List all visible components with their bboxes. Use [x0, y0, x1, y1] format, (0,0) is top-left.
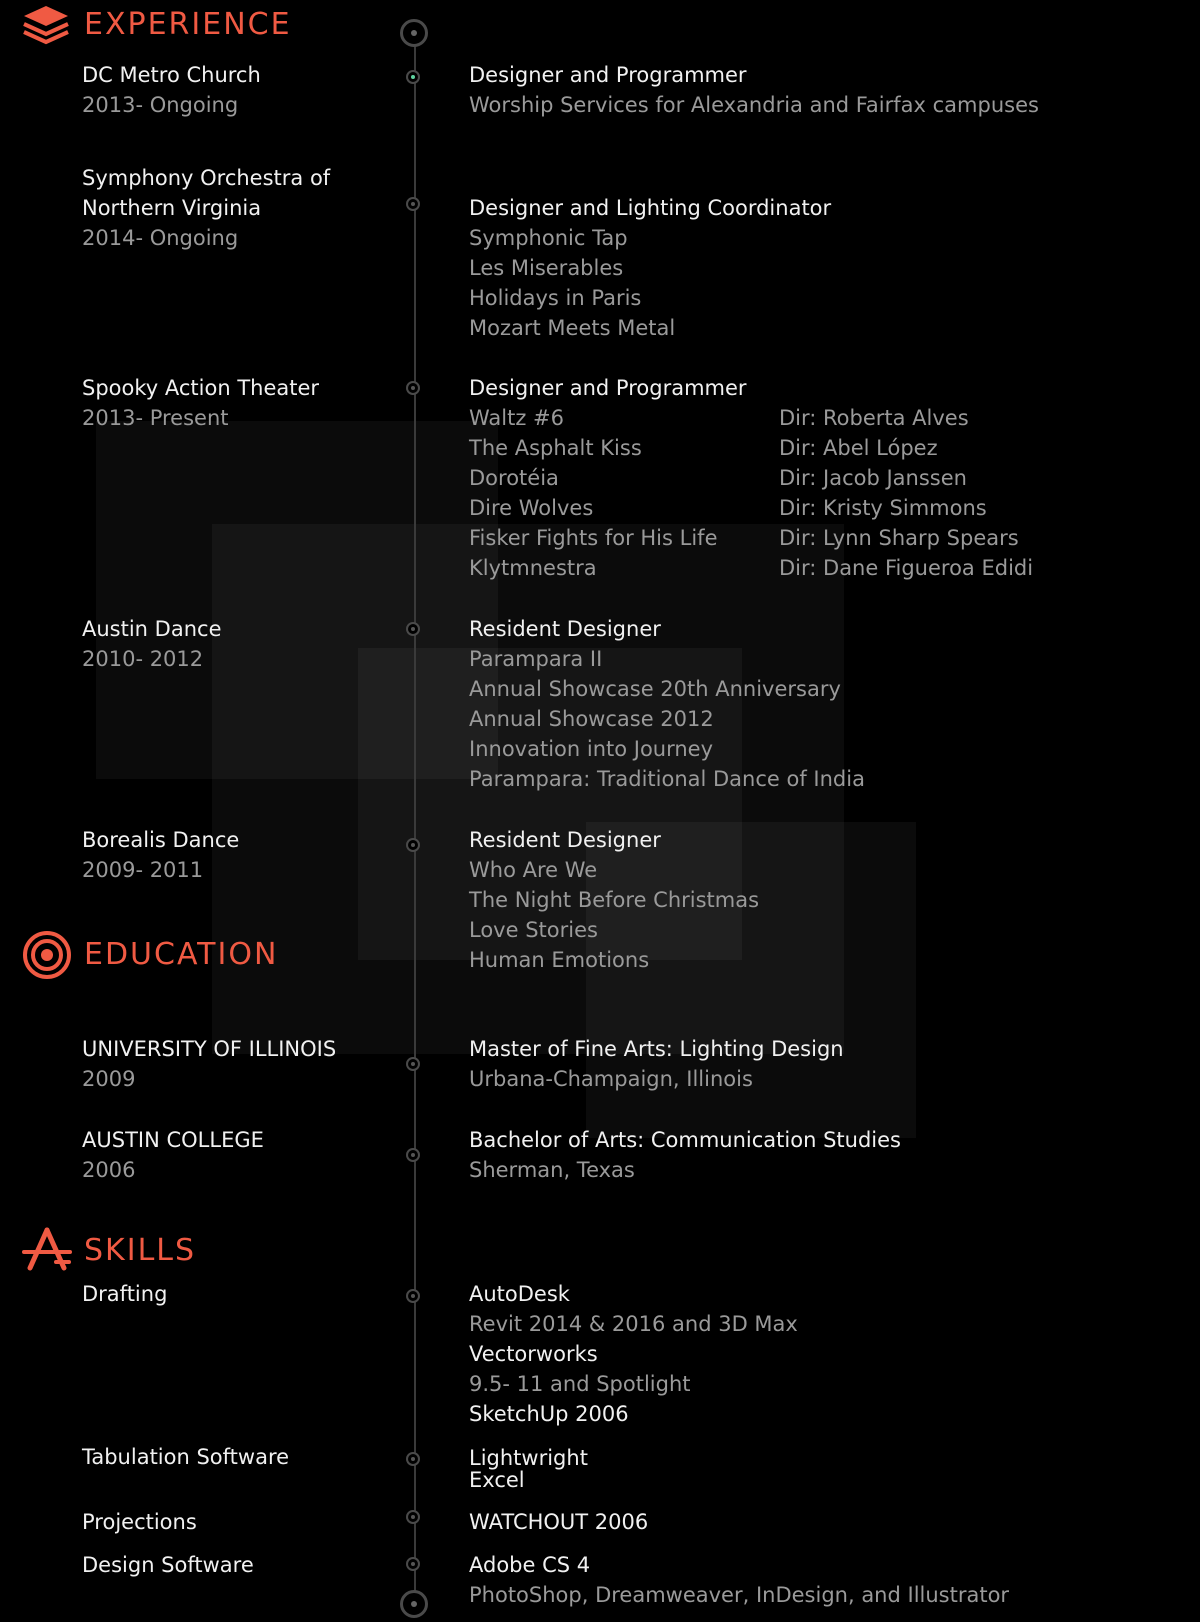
- timeline-node: [406, 1057, 420, 1071]
- timeline-node: [406, 381, 420, 395]
- experience-role: Resident Designer Parampara II Annual Showcase 20th Anniversary Annual Showcase 2012 Innovation into Journey Parampara: Traditional Dance of India: [469, 617, 865, 791]
- experience-org: Borealis Dance 2009- 2011: [82, 828, 240, 882]
- timeline-line: [414, 36, 416, 1598]
- section-title-skills: SKILLS: [84, 1233, 197, 1268]
- timeline-node-active: [406, 70, 420, 84]
- timeline-node: [406, 197, 420, 211]
- layers-icon: [22, 4, 70, 46]
- timeline-node: [406, 622, 420, 636]
- experience-org: Symphony Orchestra of Northern Virginia 2014- Ongoing: [82, 166, 331, 250]
- experience-org: Spooky Action Theater 2013- Present: [82, 376, 320, 430]
- skill-category: Projections: [82, 1510, 197, 1534]
- show-row: Dorotéia Dir: Jacob Janssen: [469, 466, 967, 490]
- skill-tools: Lightwright Excel: [469, 1446, 588, 1492]
- experience-org: DC Metro Church 2013- Ongoing: [82, 63, 261, 117]
- timeline-node: [406, 1510, 420, 1524]
- show-row: Waltz #6 Dir: Roberta Alves: [469, 406, 969, 430]
- timeline-node: [406, 1557, 420, 1571]
- skill-tools: Adobe CS 4 PhotoShop, Dreamweaver, InDesign, and Illustrator: [469, 1553, 1010, 1607]
- education-school: AUSTIN COLLEGE 2006: [82, 1128, 264, 1182]
- app-store-icon: [22, 1226, 72, 1272]
- target-icon: [22, 930, 72, 980]
- section-title-experience: EXPERIENCE: [84, 7, 292, 42]
- timeline-node: [406, 1289, 420, 1303]
- education-degree: Master of Fine Arts: Lighting Design Urbana-Champaign, Illinois: [469, 1037, 844, 1091]
- experience-org: Austin Dance 2010- 2012: [82, 617, 222, 671]
- show-row: The Asphalt Kiss Dir: Abel López: [469, 436, 938, 460]
- timeline-node: [406, 838, 420, 852]
- timeline-end-node: [400, 1590, 428, 1618]
- show-row: Klytmnestra Dir: Dane Figueroa Edidi: [469, 556, 1034, 580]
- experience-role: Designer and Programmer Worship Services for Alexandria and Fairfax campuses: [469, 63, 1039, 117]
- skill-tools: AutoDesk Revit 2014 & 2016 and 3D Max Vectorworks 9.5- 11 and Spotlight SketchUp 2006: [469, 1282, 798, 1426]
- experience-role: Designer and Lighting Coordinator Symphonic Tap Les Miserables Holidays in Paris Mozart Meets Metal: [469, 196, 832, 340]
- education-degree: Bachelor of Arts: Communication Studies Sherman, Texas: [469, 1128, 901, 1182]
- skill-category: Drafting: [82, 1282, 168, 1306]
- skill-category: Tabulation Software: [82, 1445, 290, 1469]
- experience-role: Resident Designer Who Are We The Night Before Christmas Love Stories Human Emotions: [469, 828, 760, 972]
- skill-tools: WATCHOUT 2006: [469, 1510, 649, 1534]
- education-school: UNIVERSITY OF ILLINOIS 2009: [82, 1037, 337, 1091]
- show-row: Dire Wolves Dir: Kristy Simmons: [469, 496, 987, 520]
- skill-category: Design Software: [82, 1553, 254, 1577]
- timeline-node: [400, 19, 428, 47]
- show-row: Fisker Fights for His Life Dir: Lynn Sharp Spears: [469, 526, 1019, 550]
- section-title-education: EDUCATION: [84, 937, 279, 972]
- timeline-node: [406, 1452, 420, 1466]
- timeline-node: [406, 1148, 420, 1162]
- experience-role: Designer and Programmer Waltz #6 Dir: Roberta Alves The Asphalt Kiss Dir: Abel López Dorotéia Dir: Jacob Janssen Dire Wolves Dir: Kristy Simmons Fisker Fights for His Life Dir: Lynn Sharp Spears Klytmnestra Dir: Dane Figueroa Edidi: [469, 373, 1169, 583]
